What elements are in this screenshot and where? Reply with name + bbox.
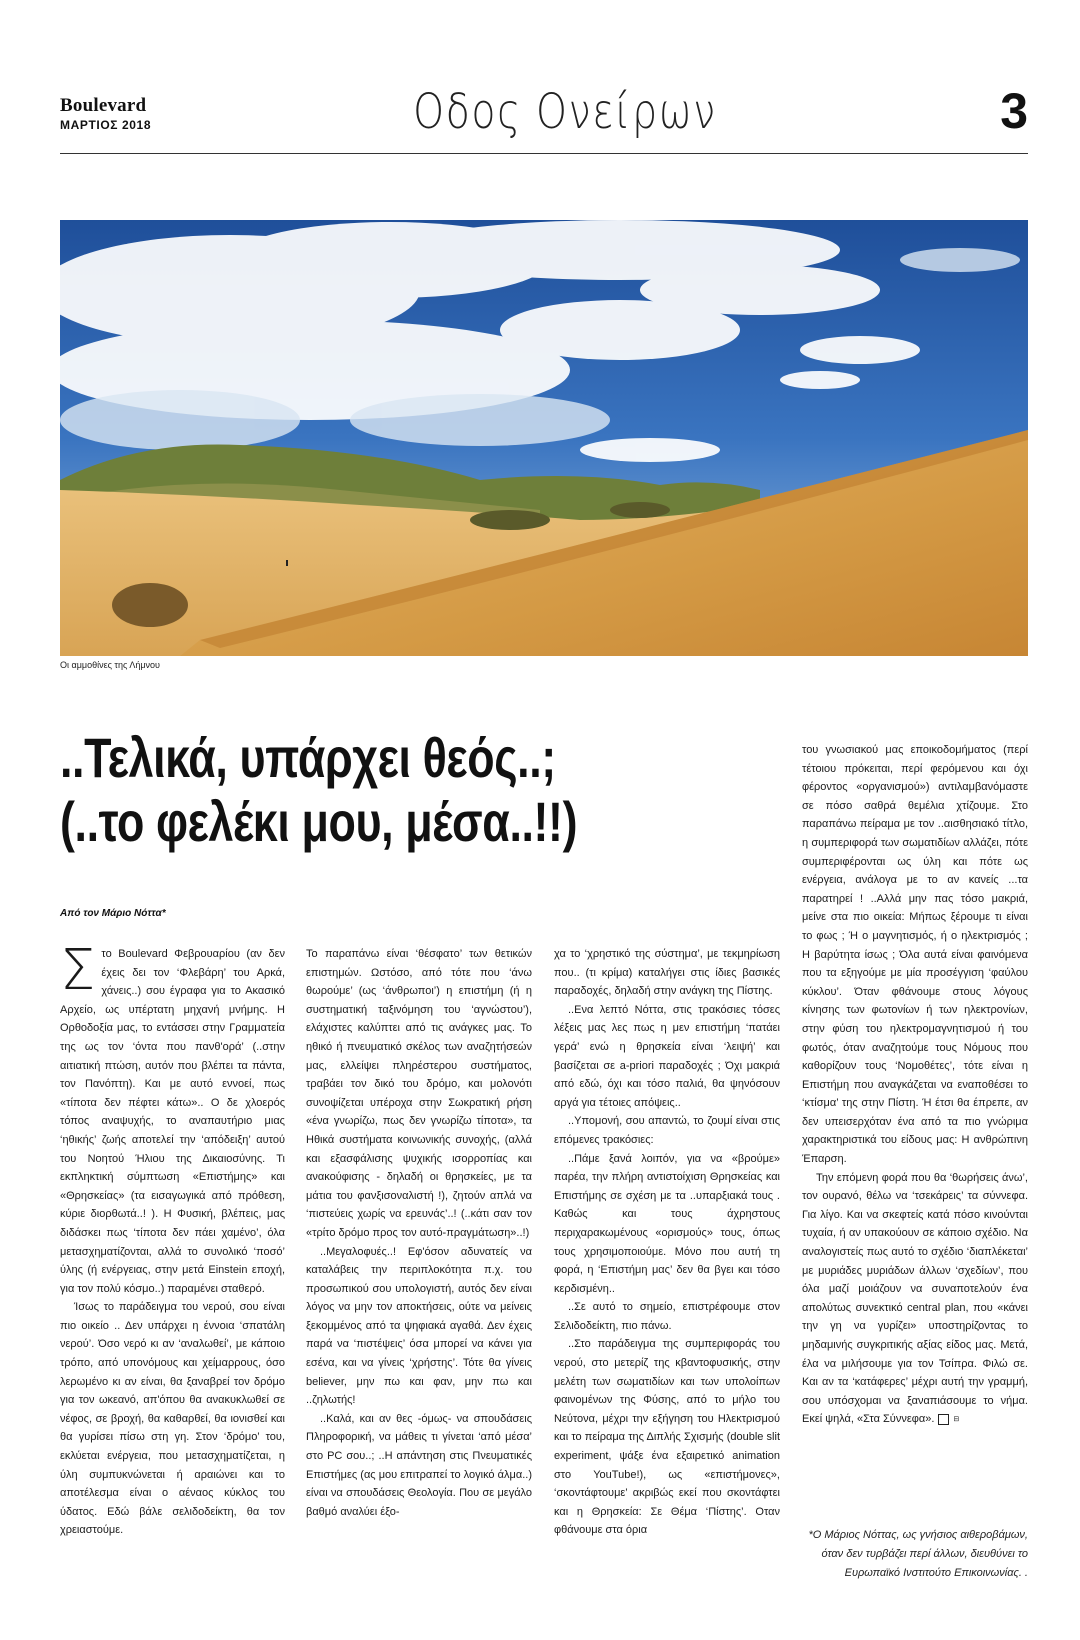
paragraph: Την επόμενη φορά που θα ‘θωρήσεις άνω’, τον ουρανό, θέλω να ‘τσεκάρεις’ τα σύννεφα. Για λίγο. Και να σκεφτείς κατά πόσο κινούνται τυχαία, ή αν υπακούουν σε κάποιο σχέδιο. Να αναλογιστείς πως αυτό το σχέδιο ‘διαπλέκεται’ με μυριάδες μυριάδων άλλων ‘σχεδίων’, που όλα μαζί μοιάζουν να συναποτελούν ένα απολύτως συνεκτικό central plan, που «κάνει την γη να γυρίζει» υποστηρίζοντας το μηδαμινής συγκριτικής αξίας είδος μας. Μετά, έλα να μιλήσουμε για τον Τσίπρα. Φιλώ σε. Και αν τα ‘κατάφερες’ μέχρι αυτή την γραμμή, σου υπόσχομαι να ξαναπιάσουμε το νήμα. Εκεί ψηλά, «Στα Σύννεφα». xyxy=(802,1171,1028,1426)
paragraph: Ίσως το παράδειγμα του νερού, σου είναι πιο οικείο .. Δεν υπάρχει η έννοια ‘σπατάλη νερού’. Όσο νερό κι αν ‘αναλωθεί’, με κάποιο τρόπο, από υπονόμους και χείμαρρους, όσο λερωμένο κι αν είναι, θα ξαναβρεί τον δρόμο για τον ωκεανό, απ'όπου θα ανακυκλωθεί σε νέφος, σε βροχή, θα καθαρθεί, θα ιονισθεί και θα γυρίσει πίσω στη γη. Στον ‘δρόμο’ του, εκλύεται ενέργεια, που μετασχηματίζεται, η ύλη συμπυκνώνεται ή αραιώνει και το αποτέλεσμα είναι ο αέναος κύκλος του ύδατος. Εδώ βάλε σελιδοδείκτη, θα τον χρειαστούμε. xyxy=(60,1301,285,1537)
page-number: 3 xyxy=(1000,83,1028,139)
paragraph: ..Καλά, και αν θες -όμως- να σπουδάσεις Πληροφορική, να μάθεις τι γίνεται ‘από μέσα’ στο PC σου..; ..Η απάντηση στις Πνευματικές Επιστήμες (ας μου επιτραπεί το λογικό άλμα..) είναι να σπουδάσεις Θεολογία. Που σε μεγάλο βαθμό αναλύει έξο- xyxy=(306,1412,532,1518)
article-photo xyxy=(60,220,1028,656)
paragraph: ..Σε αυτό το σημείο, επιστρέφουμε στον Σελιδοδείκτη, πιο πάνω. xyxy=(554,1301,780,1332)
headline-line-1: ..Τελικά, υπάρχει θεός..; xyxy=(60,726,556,789)
article-column-4 xyxy=(802,741,1028,1429)
photo-caption: Οι αμμοθίνες της Λήμνου xyxy=(60,660,160,670)
paragraph: ..Ενα λεπτό Νόττα, στις τρακόσιες τόσες λέξεις μας λες πως η μεν επιστήμη ‘πατάει γερά’ ενώ η θρησκεία είναι ‘λειψή’ και βασίζεται σε a-priori παραδοχές ; Όχι μακριά από εδώ, όχι και τόσο παλιά, θα ψηνόσουν αργά για τέτοιες απόψεις.. xyxy=(554,1003,780,1109)
article-column-1 xyxy=(60,938,285,1540)
end-mark-icon: ⊟ xyxy=(938,1414,949,1425)
author-note: *Ο Μάριος Νόττας, ως γνήσιος αιθεροβάμων, όταν δεν τυρβάζει περί άλλων, διευθύνει το Ευρωπαϊκό Ινστιτούτο Επικοινωνίας. . xyxy=(808,1529,1028,1579)
article-headline xyxy=(60,726,780,854)
masthead xyxy=(60,84,1028,156)
paragraph: το Boulevard Φεβρουαρίου (αν δεν έχεις δει τον ‘Φλεβάρη’ του Αρκά, χάνεις..) σου έγραφα για το Ακασικό Αρχείο, ως υπέρτατη μηχανή μνήμης. Η Ορθοδοξία μας, το εντάσσει στην Γραμματεία της ως τον ‘όντα που πανθ'ορά’ (..στην αιτιατική πτώση, αυτόν που βλέπει τα πάντα, τον Πανόπτη). Και με αυτό εννοεί, πως «τίποτα δεν πέφτει κάτω».. Ο δε χλοερός τόπος αναψυχής, το αναπαυτήριο μιας ‘ηθικής’ ζωής αποτελεί την ‘απόδειξη’ αυτού του Νοητού Ήλιου της Δικαιοσύνης. Τι εκπληκτική σύμπτωση «Επιστήμης» και «Θρησκείας» (τα εισαγωγικά από πρόθεση, κύριε διορθωτά..! ). Η Φυσική, βλέπεις, μας διδάσκει πως ‘τίποτα δεν πάει χαμένο’, όλα μετασχηματίζονται, αλλά το συνολικό ‘ποσό’ ύλης (ή ενέργειας, στην μετά Einstein εποχή, για τον πολύ κόσμο..) παραμένει σταθερό. xyxy=(60,948,285,1295)
masthead-divider xyxy=(60,153,1028,154)
paragraph: ..Μεγαλοφυές..! Εφ'όσον αδυνατείς να καταλάβεις την περιπλοκότητα π.χ. του προσωπικού σου υπολογιστή, αυτός δεν είναι λόγος να μην τον αποκτήσεις, ούτε να μείνεις ξεκομμένος από τα ψηφιακά αγαθά. Δεν έχεις παρά να ‘πιστέψεις’ όσα μπορεί να κάνει για εσένα, και να γίνεις ‘χρήστης’. Τότε θα γίνεις believer, μην πω και φαν, μην πω και ..ζηλωτής! xyxy=(306,1245,532,1407)
paragraph: χα το ‘χρηστικό της σύστημα’, με τεκμηρίωση που.. (τι κρίμα) καταλήγει στις ίδιες βασικές παραδοχές, δηλαδή στην ανάγκη της Πίστης. xyxy=(554,948,780,998)
issue-date: ΜΑΡΤΙΟΣ 2018 xyxy=(60,118,152,132)
section-title: Οδος Ονείρων xyxy=(413,84,717,140)
sand-dunes-image xyxy=(60,220,1028,656)
article-column-3 xyxy=(554,945,780,1540)
article-column-2 xyxy=(306,945,532,1521)
paragraph: ..Πάμε ξανά λοιπόν, για να «βρούμε» παρέα, την πλήρη αντιστοίχιση Θρησκείας και Επιστήμης σε σχέση με τα ..υπαρξιακά τους . Καθώς και τους άχρηστους περιχαρακωμένους «ορισμούς» τους, όπως τους χρησιμοποιούμε. Μόνο που αυτή τη φορά, η ‘Επιστήμη μας’ δεν θα βγει και τόσο κερδισμένη.. xyxy=(554,1152,780,1295)
headline-line-2: (..το φελέκι μου, μέσα..!!) xyxy=(60,790,578,853)
brand-logo: Boulevard xyxy=(60,95,147,116)
drop-cap: Σ xyxy=(60,938,96,1003)
byline: Από τον Μάριο Νόττα* xyxy=(60,908,166,919)
paragraph: ..Υπομονή, σου απαντώ, το ζουμί είναι στις επόμενες τρακόσιες: xyxy=(554,1115,780,1146)
paragraph: Το παραπάνω είναι ‘θέσφατο’ των θετικών επιστημών. Ωστόσο, από τότε που ‘άνω θωρούμε’ (ως ‘άνθρωποι’) η επιστήμη (ή η συστηματική ταξινόμηση του ‘αγνώστου’), ελάχιστες καλύπτει από τις ανάγκες μας. Το ηθικό ή πνευματικό σκέλος των αναζητήσεών μας, ελλείψει πληρέστερου συστήματος, τραβάει τον δικό του δρόμο, και μολονότι συνοψίζεται υπέροχα στην Σωκρατική ρήση «ένα γνωρίζω, πως δεν γνωρίζω τίποτα», τα Ηθικά συστήματα κοινωνικής συνοχής, (αλλά και εξασφάλισης ψυχικής ισορροπίας και ανακούφισης - δηλαδή οι θρησκείες, με τα μάτια του φανξισοναλιστή !), ζητούν απλά να ‘πιστεύεις χωρίς να ερευνάς’..! (..κάτι σαν τον «τρίτο δρόμο προς τον αυτό-πραγμάτωση»..!) xyxy=(306,948,532,1239)
paragraph: ..Στο παράδειγμα της συμπεριφοράς του νερού, στο μετερίζ της κβαντοφυσικής, στην μελέτη των σωματιδίων και των υπολοίπων φαινομένων της Φύσης, από το μήλο του Νεύτονα, μέχρι την εξήγηση του Ηλεκτρισμού και το πείραμα της Διπλής Σχισμής (double slit experiment, ψάξε ένα εξαιρετικό animation στο YouTube!), ως «επιστήμονες», ‘σκοντάφτουμε’ ακριβώς εκεί που σκοντάφτει και η Θρησκεία: Σε Θέμα ‘Πίστης’. Οταν φθάνουμε στα όρια xyxy=(554,1338,780,1537)
paragraph: του γνωσιακού μας εποικοδομήματος (περί τέτοιου πρόκειται, περί φερόμενου και όχι φέροντος «οργανισμού») αντιλαμβανόμαστε σε πόσο σαθρά θεμέλια χτίζουμε. Στο παραπάνω πείραμα με τον ..αισθησιακό τίτλο, η συμπεριφορά των σωματιδίων αλλάζει, πότε συμπεριφέρονται ως ύλη και πότε ως ενέργεια, ανάλογα με το αν κανείς ...τα παρατηρεί ! ..Αλλά μην πας τόσο μακριά, μείνε στα πιο οικεία: Μήπως ξέρουμε τι είναι το φως ; Ή ο μαγνητισμός, ή ο ηλεκτρισμός ; Η βαρύτητα ίσως ; Όλα αυτά είναι φαινόμενα που τα εξηγούμε με μία προσέγγιση ‘φαύλου κύκλου’. Όταν φθάνουμε στους λόγους κίνησης των φωτονίων ή των ηλεκτρονίων, στην φύση του ηλεκτρομαγνητισμού ή του φωτός, όταν αναζητούμε τους Νόμους που καθορίζουν τους ‘Νομοθέτες’, τότε είναι η Επιστήμη που αναγκάζεται να εναποθέσει το ‘κτίσμα’ της στην Πίστη. Ή έτσι θα έπρεπε, αν δεν υπεισερχόταν ένα από τα πιο γνώριμα χαρακτηριστικά του είδους μας: Η ανθρώπινη Έπαρση. xyxy=(802,744,1028,1166)
